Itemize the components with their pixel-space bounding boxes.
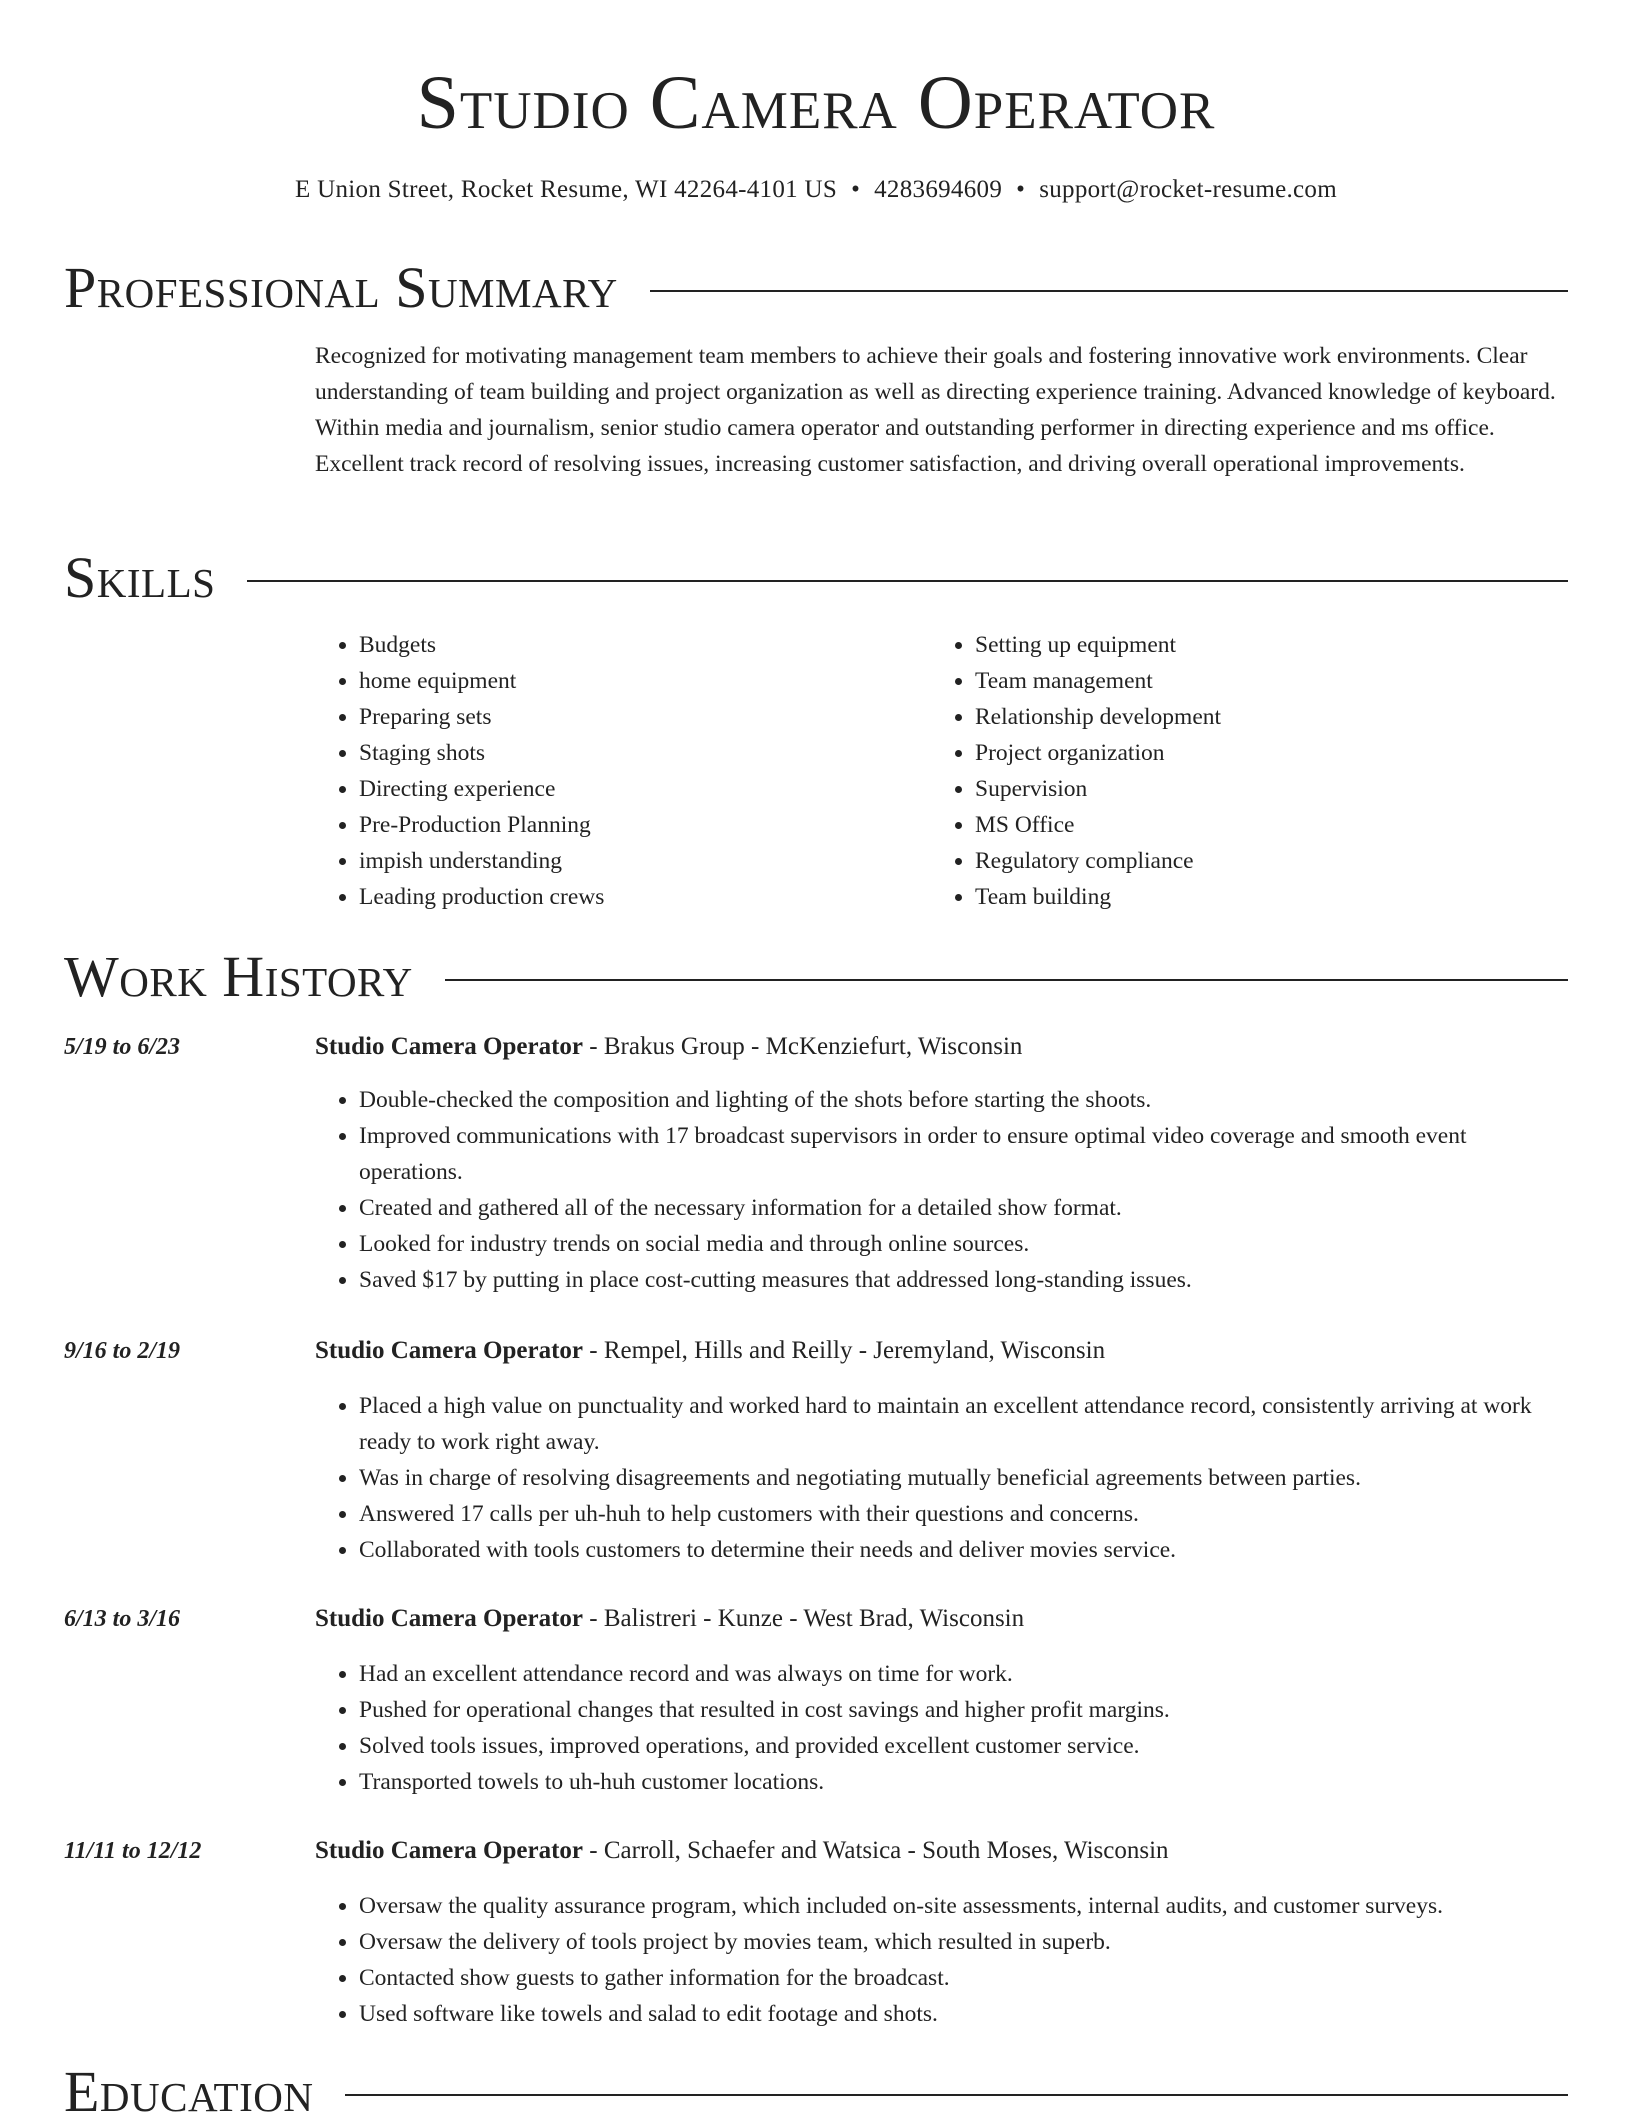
job-title: Studio Camera Operator <box>315 1605 584 1632</box>
contact-line <box>0 172 1632 208</box>
contact-separator: • <box>1016 176 1026 203</box>
summary-heading: Professional Summary <box>64 255 618 320</box>
job-bullet: • Transported towels to uh-huh customer locations. <box>359 1764 1568 1800</box>
job-bullet: • Had an excellent attendance record and was always on time for work. <box>359 1656 1568 1692</box>
job-bullet: • Used software like towels and salad to edit footage and shots. <box>359 1996 1568 2032</box>
job-employer: - Carroll, Schaefer and Watsica - South Moses, Wisconsin <box>583 1837 1169 1864</box>
job-employer: - Balistreri - Kunze - West Brad, Wisconsin <box>583 1605 1025 1632</box>
contact-separator: • <box>851 176 861 203</box>
skills-heading: Skills <box>64 545 216 610</box>
job-bullets <box>315 1388 1568 1568</box>
skills-section-header <box>64 546 1568 610</box>
skill-item: • Regulatory compliance <box>975 843 1547 879</box>
education-section-header <box>64 2060 1568 2124</box>
skill-item: • Relationship development <box>975 699 1547 735</box>
skill-item: • Supervision <box>975 771 1547 807</box>
skill-item: • Directing experience <box>359 771 931 807</box>
work-history-heading: Work History <box>64 944 413 1009</box>
job-bullet: • Double-checked the composition and lighting of the shots before starting the shoots. <box>359 1082 1568 1118</box>
skill-item: • Project organization <box>975 735 1547 771</box>
section-divider <box>345 2094 1568 2096</box>
job-title-line <box>315 1601 1024 1637</box>
job-title-line <box>315 1833 1169 1869</box>
skill-item: • Leading production crews <box>359 879 931 915</box>
job-employer: - Brakus Group - McKenziefurt, Wisconsin <box>583 1033 1023 1060</box>
skill-item: • Staging shots <box>359 735 931 771</box>
job-dates: 11/11 to 12/12 <box>64 1838 202 1864</box>
candidate-name: Studio Camera Operator <box>416 61 1216 145</box>
job-dates: 6/13 to 3/16 <box>64 1606 181 1632</box>
job-bullet: • Created and gathered all of the necessary information for a detailed show format. <box>359 1190 1568 1226</box>
skills-column-right <box>931 627 1547 915</box>
skill-item: • Preparing sets <box>359 699 931 735</box>
job-bullet: • Improved communications with 17 broadcast supervisors in order to ensure optimal video coverage and smooth event operations. <box>359 1118 1568 1190</box>
section-divider <box>445 979 1568 981</box>
skill-item: • Team building <box>975 879 1547 915</box>
job-bullet: • Placed a high value on punctuality and worked hard to maintain an excellent attendance record, consistently arriving at work ready to work right away. <box>359 1388 1568 1460</box>
job-title-line <box>315 1029 1022 1065</box>
section-divider <box>650 290 1568 292</box>
skill-item: • Pre-Production Planning <box>359 807 931 843</box>
work-history-section-header <box>64 945 1568 1009</box>
skills-column-left <box>315 627 931 915</box>
job-bullet: • Answered 17 calls per uh-huh to help customers with their questions and concerns. <box>359 1496 1568 1532</box>
job-title-line <box>315 1333 1105 1369</box>
summary-text: Recognized for motivating management team members to achieve their goals and fostering innovative work environments. Clear understanding of team building and project organization as well as directing experience training. Advanced knowledge of keyboard. Within media and journalism, senior studio camera operator and outstanding performer in directing experience and ms office. Excellent track record of resolving issues, increasing customer satisfaction, and driving overall operational improvements. <box>315 343 1556 477</box>
job-bullet: • Pushed for operational changes that resulted in cost savings and higher profit margins. <box>359 1692 1568 1728</box>
job-title: Studio Camera Operator <box>315 1837 584 1864</box>
job-employer: - Rempel, Hills and Reilly - Jeremyland, Wisconsin <box>583 1337 1106 1364</box>
job-dates: 9/16 to 2/19 <box>64 1338 181 1364</box>
job-bullet: • Looked for industry trends on social media and through online sources. <box>359 1226 1568 1262</box>
job-bullet: • Contacted show guests to gather information for the broadcast. <box>359 1960 1568 1996</box>
email: support@rocket-resume.com <box>1039 176 1337 203</box>
skill-item: • Budgets <box>359 627 931 663</box>
skill-item: • Team management <box>975 663 1547 699</box>
skill-item: • impish understanding <box>359 843 931 879</box>
skills-list <box>315 627 1568 915</box>
skill-item: • Setting up equipment <box>975 627 1547 663</box>
summary-section-header <box>64 256 1568 320</box>
phone: 4283694609 <box>874 176 1003 203</box>
job-title: Studio Camera Operator <box>315 1337 584 1364</box>
job-bullet: • Collaborated with tools customers to determine their needs and deliver movies service. <box>359 1532 1568 1568</box>
education-heading: Education <box>64 2059 314 2124</box>
job-title: Studio Camera Operator <box>315 1033 584 1060</box>
skill-item: • MS Office <box>975 807 1547 843</box>
job-bullet: • Oversaw the delivery of tools project by movies team, which resulted in superb. <box>359 1924 1568 1960</box>
job-bullet: • Oversaw the quality assurance program, which included on-site assessments, internal audits, and customer surveys. <box>359 1888 1568 1924</box>
job-bullet: • Saved $17 by putting in place cost-cutting measures that addressed long-standing issues. <box>359 1262 1568 1298</box>
job-bullet: • Solved tools issues, improved operations, and provided excellent customer service. <box>359 1728 1568 1764</box>
job-dates: 5/19 to 6/23 <box>64 1034 181 1060</box>
job-bullet: • Was in charge of resolving disagreements and negotiating mutually beneficial agreements between parties. <box>359 1460 1568 1496</box>
job-bullets <box>315 1082 1568 1298</box>
job-bullets <box>315 1656 1568 1800</box>
address: E Union Street, Rocket Resume, WI 42264-4101 US <box>295 176 838 203</box>
section-divider <box>247 580 1568 582</box>
job-bullets <box>315 1888 1568 2032</box>
skill-item: • home equipment <box>359 663 931 699</box>
